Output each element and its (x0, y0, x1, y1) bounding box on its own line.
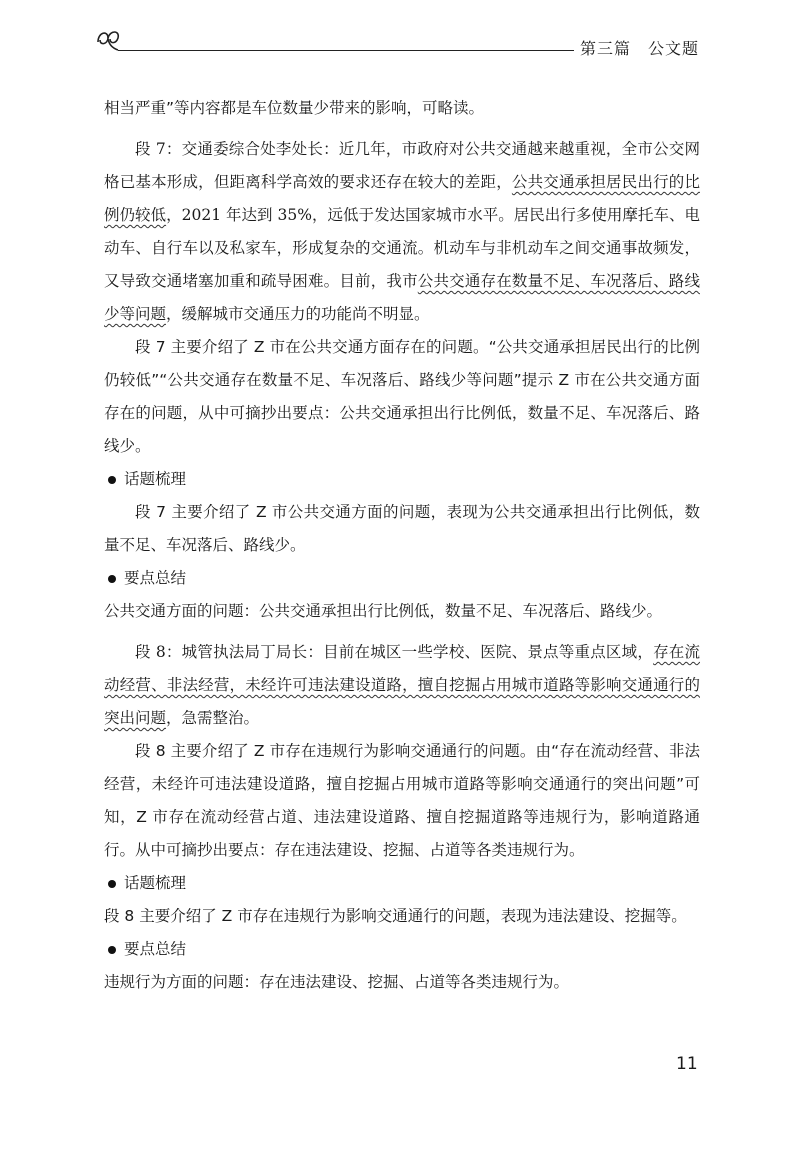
segment-7-quote-text: 段 7：交通委综合处李处长：近几年，市政府对公共交通越来越重视，全市公交网格已基本形成，但距离科学高效的要求还存在较大的差距， (104, 140, 700, 191)
segment-7-quote-text-2: ，2021 年达到 35%，远低于发达国家城市水平。居民出行多使用摩托车、电动车、自行车以及私家车，形成复杂的交通流。机动车与非机动车之间交通事故频发，又导致交通堵塞加重和疏导困难。目前，我市 (104, 206, 700, 290)
summary-heading-1 (104, 562, 700, 595)
segment-8-analysis: 段 8 主要介绍了 Z 市存在违规行为影响交通通行的问题。由“存在流动经营、非法经营，未经许可违法建设道路，擅自挖掘占用城市道路等影响交通通行的突出问题”可知，Z 市存在流动经营占道、违法建设道路、擅自挖掘道路等违规行为，影响道路通行。从中可摘抄出要点：存在违法建设、挖掘、占道等各类违规行为。 (104, 742, 700, 859)
segment-7-topic: 段 7 主要介绍了 Z 市公共交通方面的问题，表现为公共交通承担出行比例低，数量不足、车况落后、路线少。 (104, 503, 700, 554)
page-header (0, 0, 800, 70)
bullet-icon (108, 880, 116, 888)
summary-heading-2 (104, 933, 700, 966)
bullet-icon (108, 476, 116, 484)
segment-8-summary: 违规行为方面的问题：存在违法建设、挖掘、占道等各类违规行为。 (104, 973, 570, 991)
topic-heading-1 (104, 463, 700, 496)
summary-heading-label: 要点总结 (124, 569, 187, 587)
segment-7-underline-1: 公共交通承担居民出行的比例仍较低 (104, 173, 700, 224)
segment-7-underline-2: 公共交通存在数量不足、车况落后、路线少等问题 (104, 272, 700, 323)
content (104, 92, 700, 999)
leaf-ornament-icon (92, 26, 126, 56)
segment-7-summary: 公共交通方面的问题：公共交通承担出行比例低，数量不足、车况落后、路线少。 (104, 602, 663, 620)
segment-8-topic: 段 8 主要介绍了 Z 市存在违规行为影响交通通行的问题，表现为违法建设、挖掘等。 (104, 907, 687, 925)
segment-8-quote-text-2: ，急需整治。 (166, 709, 260, 727)
segment-7-quote (104, 133, 700, 331)
header-rule (118, 50, 574, 51)
topic-heading-label: 话题梳理 (124, 874, 187, 892)
bullet-icon (108, 575, 116, 583)
segment-8-quote-text: 段 8：城管执法局丁局长：目前在城区一些学校、医院、景点等重点区域， (135, 643, 654, 661)
summary-heading-label: 要点总结 (124, 940, 187, 958)
topic-heading-label: 话题梳理 (124, 470, 187, 488)
segment-8-quote (104, 636, 700, 735)
topic-heading-2 (104, 867, 700, 900)
segment-7-analysis: 段 7 主要介绍了 Z 市在公共交通方面存在的问题。“公共交通承担居民出行的比例仍较低”“公共交通存在数量不足、车况落后、路线少等问题”提示 Z 市在公共交通方面存在的问题，从中可摘抄出要点：公共交通承担出行比例低，数量不足、车况落后、路线少。 (104, 338, 700, 455)
segment-7-quote-text-3: ，缓解城市交通压力的功能尚不明显。 (166, 305, 430, 323)
section-label: 第三篇 公文题 (580, 39, 700, 58)
paragraph-intro: 相当严重”等内容都是车位数量少带来的影响，可略读。 (104, 99, 485, 117)
bullet-icon (108, 946, 116, 954)
segment-8-underline: 存在流动经营、非法经营，未经许可违法建设道路，擅自挖掘占用城市道路等影响交通通行的突出问题 (104, 643, 700, 727)
page-number: 11 (676, 1054, 698, 1074)
